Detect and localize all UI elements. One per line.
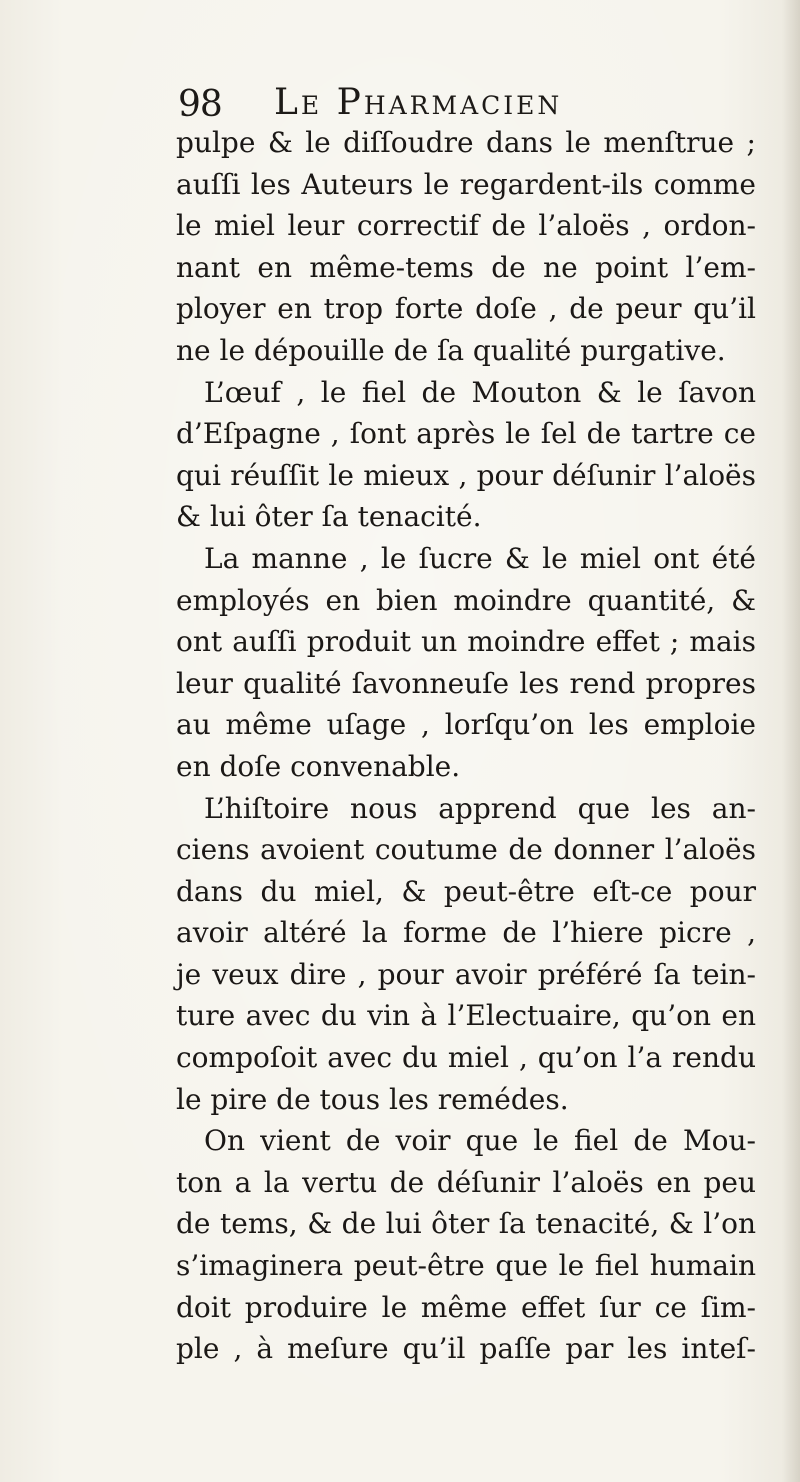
text-line: ont auſſi produit un moindre effet ; mais	[176, 625, 756, 659]
page-edge-shadow	[782, 0, 800, 1482]
text-line: qui réuſſit le mieux , pour déſunir l’aloës	[176, 458, 756, 492]
text-line: L’œuf , le fiel de Mouton & le ſavon	[204, 375, 756, 409]
text-line: je veux dire , pour avoir préféré ſa tein-	[176, 957, 756, 991]
text-line: ple , à meſure qu’il paſſe par les inteſ-	[176, 1332, 756, 1366]
text-line: le miel leur correctif de l’aloës , ordon-	[176, 209, 756, 243]
text-line: ton a la vertu de déſunir l’aloës en peu	[176, 1165, 756, 1199]
text-line: leur qualité ſavonneuſe les rend propres	[176, 666, 756, 700]
text-line: compoſoit avec du miel , qu’on l’a rendu	[176, 1041, 756, 1075]
text-line: en doſe convenable.	[176, 749, 461, 783]
text-line: L’hiſtoire nous apprend que les an-	[204, 791, 756, 825]
text-line: pulpe & le diſſoudre dans le menſtrue ;	[176, 126, 756, 159]
body-text	[176, 122, 756, 1370]
text-line: auſſi les Auteurs le regardent-ils comme	[176, 167, 756, 201]
text-line: le pire de tous les remédes.	[176, 1082, 569, 1116]
text-line: dans du miel, & peut-être eſt-ce pour	[176, 874, 756, 908]
text-line: au même uſage , lorſqu’on les emploie	[176, 708, 756, 742]
text-line: On vient de voir que le fiel de Mou-	[204, 1124, 756, 1158]
text-line: de tems, & de lui ôter ſa tenacité, & l’on	[176, 1207, 756, 1241]
text-line: ne le dépouille de ſa qualité purgative.	[176, 333, 726, 367]
text-line: s’imaginera peut-être que le fiel humain	[176, 1249, 756, 1283]
text-line: ciens avoient coutume de donner l’aloës	[176, 833, 756, 867]
text-line: ployer en trop forte doſe , de peur qu’il	[176, 292, 756, 326]
running-head: Le Pharmacien	[274, 82, 563, 123]
text-line: nant en même-tems de ne point l’em-	[176, 250, 756, 284]
text-line: d’Eſpagne , ſont après le ſel de tartre ce	[176, 417, 756, 451]
text-line: ture avec du vin à l’Electuaire, qu’on en	[176, 999, 756, 1033]
text-line: avoir altéré la forme de l’hiere picre ,	[176, 916, 756, 950]
text-line: employés en bien moindre quantité, &	[176, 583, 756, 617]
text-line: doit produire le même effet ſur ce ſim-	[176, 1290, 756, 1324]
page-number: 98	[178, 84, 222, 125]
text-line: & lui ôter ſa tenacité.	[176, 500, 482, 534]
text-line: La manne , le ſucre & le miel ont été	[204, 541, 756, 575]
